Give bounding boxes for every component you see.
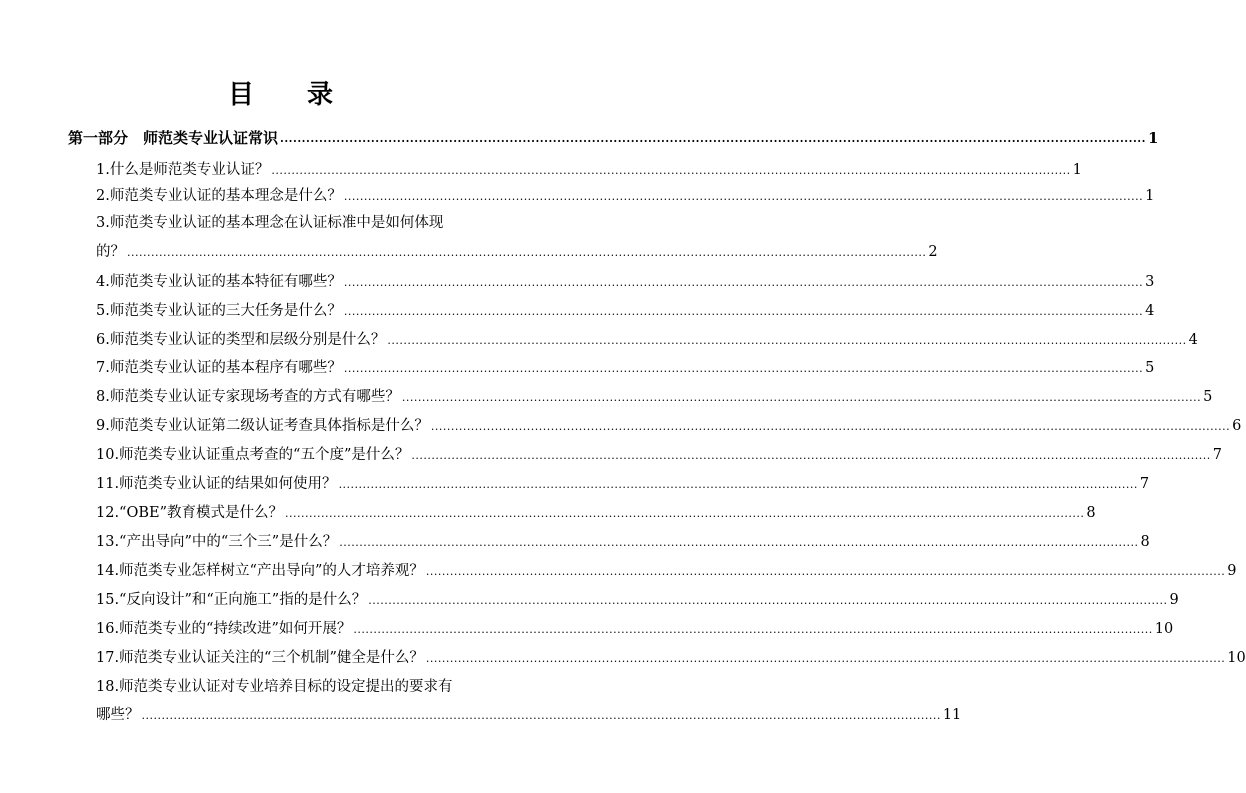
leader-dots: ........................................................................................................................................................................................................	[343, 276, 1144, 289]
leader-dots: ........................................................................................................................................................................................................	[338, 478, 1138, 491]
toc-item-4[interactable]	[96, 271, 1155, 293]
toc-page-number: 2	[928, 244, 938, 260]
toc-item-13[interactable]	[96, 531, 1150, 553]
toc-item-12[interactable]	[96, 502, 1096, 524]
toc-page-number: 6	[1232, 418, 1242, 434]
toc-item-6[interactable]	[96, 329, 1198, 351]
toc-item-title: 1.什么是师范类专业认证？	[96, 162, 270, 178]
toc-item-15[interactable]	[96, 589, 1179, 611]
toc-item-title: 10.师范类专业认证重点考查的“五个度”是什么？	[96, 447, 410, 463]
leader-dots: ........................................................................................................................................................................................................	[127, 246, 927, 259]
toc-item-1[interactable]	[96, 159, 1082, 181]
toc-item-14[interactable]	[96, 560, 1237, 582]
toc-page-number: 5	[1145, 360, 1155, 376]
toc-page-number: 9	[1227, 563, 1237, 579]
toc-item-17[interactable]	[96, 647, 1246, 669]
toc-page-number: 8	[1140, 534, 1150, 550]
toc-page-number: 1	[1147, 129, 1159, 147]
toc-item-title: 15.“反向设计”和“正向施工”指的是什么？	[96, 592, 367, 608]
toc-item-2[interactable]	[96, 185, 1155, 207]
leader-dots: ........................................................................................................................................................................................................	[401, 391, 1202, 404]
toc-page-number: 5	[1203, 389, 1213, 405]
toc-item-title: 3.师范类专业认证的基本理念在认证标准中是如何体现	[96, 215, 444, 231]
toc-item-title: 13.“产出导向”中的“三个三”是什么？	[96, 534, 338, 550]
toc-item-title: 4.师范类专业认证的基本特征有哪些？	[96, 274, 342, 290]
leader-dots: ........................................................................................................................................................................................................	[271, 164, 1071, 177]
toc-page-number: 4	[1188, 332, 1198, 348]
toc-page-number: 10	[1227, 650, 1246, 666]
toc-item-11[interactable]	[96, 473, 1150, 495]
leader-dots: ........................................................................................................................................................................................................	[280, 132, 1146, 145]
leader-dots: ........................................................................................................................................................................................................	[430, 420, 1231, 433]
toc-item-10[interactable]	[96, 444, 1222, 466]
toc-page-number: 9	[1169, 592, 1179, 608]
toc-item-3-continued[interactable]	[96, 241, 938, 263]
toc-item-title: 12.“OBE”教育模式是什么？	[96, 505, 284, 521]
toc-item-18-continued[interactable]	[96, 704, 962, 726]
toc-item-title: 11.师范类专业认证的结果如何使用？	[96, 476, 337, 492]
leader-dots: ........................................................................................................................................................................................................	[141, 709, 941, 722]
toc-page-number: 7	[1212, 447, 1222, 463]
toc-item-title-continued: 的？	[96, 244, 125, 260]
toc-item-title: 14.师范类专业怎样树立“产出导向”的人才培养观？	[96, 563, 424, 579]
toc-page-number: 7	[1139, 476, 1150, 492]
leader-dots: ........................................................................................................................................................................................................	[425, 652, 1226, 665]
leader-dots: ........................................................................................................................................................................................................	[343, 190, 1144, 203]
toc-part-1[interactable]	[68, 127, 1159, 149]
toc-item-title-continued: 哪些？	[96, 707, 140, 723]
toc-page-number: 11	[942, 707, 962, 723]
toc-item-title: 17.师范类专业认证关注的“三个机制”健全是什么？	[96, 650, 424, 666]
leader-dots: ........................................................................................................................................................................................................	[368, 594, 1168, 607]
toc-item-title: 16.师范类专业的“持续改进”如何开展？	[96, 621, 352, 637]
toc-item-9[interactable]	[96, 415, 1242, 437]
toc-part-label: 第一部分 师范类专业认证常识	[68, 129, 279, 147]
toc-title: 目 录	[227, 80, 356, 110]
leader-dots: ........................................................................................................................................................................................................	[425, 565, 1226, 578]
toc-item-title: 6.师范类专业认证的类型和层级分别是什么？	[96, 332, 386, 348]
leader-dots: ........................................................................................................................................................................................................	[339, 536, 1139, 549]
toc-item-title: 5.师范类专业认证的三大任务是什么？	[96, 303, 342, 319]
toc-item-title: 18.师范类专业认证对专业培养目标的设定提出的要求有	[96, 679, 453, 695]
toc-page-number: 3	[1145, 274, 1155, 290]
toc-page-number: 1	[1145, 188, 1155, 204]
toc-item-5[interactable]	[96, 300, 1155, 322]
leader-dots: ........................................................................................................................................................................................................	[343, 362, 1144, 375]
toc-page-number: 8	[1086, 505, 1096, 521]
toc-item-title: 2.师范类专业认证的基本理念是什么？	[96, 188, 342, 204]
toc-page-number: 1	[1072, 162, 1082, 178]
leader-dots: ........................................................................................................................................................................................................	[285, 507, 1085, 520]
toc-item-18[interactable]	[96, 676, 490, 698]
toc-page-number: 4	[1145, 303, 1155, 319]
toc-item-title: 9.师范类专业认证第二级认证考查具体指标是什么？	[96, 418, 429, 434]
toc-item-title: 7.师范类专业认证的基本程序有哪些？	[96, 360, 342, 376]
toc-item-16[interactable]	[96, 618, 1174, 640]
toc-item-7[interactable]	[96, 357, 1155, 379]
leader-dots: ........................................................................................................................................................................................................	[353, 623, 1153, 636]
toc-item-8[interactable]	[96, 386, 1213, 408]
toc-item-3[interactable]	[96, 212, 490, 234]
toc-page-number: 10	[1154, 621, 1174, 637]
toc-item-title: 8.师范类专业认证专家现场考查的方式有哪些？	[96, 389, 400, 405]
leader-dots: ........................................................................................................................................................................................................	[387, 334, 1187, 347]
leader-dots: ........................................................................................................................................................................................................	[343, 305, 1144, 318]
leader-dots: ........................................................................................................................................................................................................	[411, 449, 1211, 462]
